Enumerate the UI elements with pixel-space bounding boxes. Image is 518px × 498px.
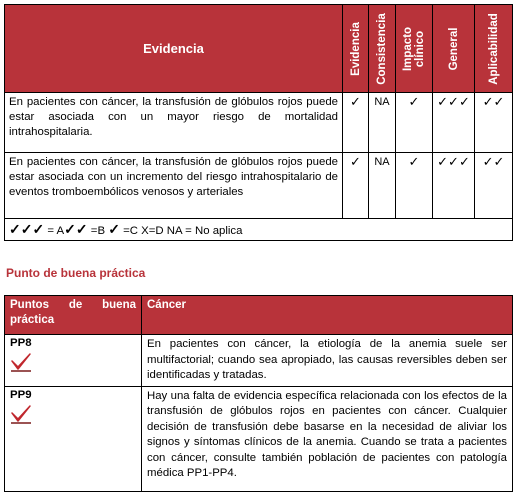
evidence-row-text: En pacientes con cáncer, la transfusión de glóbulos rojos puede estar asociada con un incremento del riesgo intrahospitalario de eventos tromboembólicos venosos y arteriales [5, 153, 343, 219]
evidencia-value: ✓ [343, 93, 369, 153]
practice-col1-header [5, 296, 142, 335]
legend-a-text: = A [44, 225, 65, 237]
practice-header-row [5, 296, 513, 335]
col-evidencia-header [343, 5, 369, 93]
general-value: ✓✓✓ [433, 153, 475, 219]
practice-code: PP8 [10, 337, 32, 349]
practice-text: Hay una falta de evidencia específica relacionada con los efectos de la transfusión de glóbulos rojos en pacientes con cáncer. Cualquier decisión de transfusión debe basarse en la necesidad de aliviar los signos y síntomas clínicos de la anemia. Cuando se trata a pacientes con cáncer, consulte también población de pacientes con patología médica PP1-PP4. [142, 386, 513, 491]
impacto-value: ✓ [396, 153, 433, 219]
practice-col1-word2: de [68, 299, 83, 311]
legend-cell [5, 219, 513, 241]
legend-b-text: =B [87, 225, 109, 237]
evidence-row-1 [5, 93, 513, 153]
practice-row-pp9 [5, 386, 513, 491]
col-consistencia-header [369, 5, 396, 93]
aplicabilidad-value: ✓✓ [475, 153, 513, 219]
aplicabilidad-value: ✓✓ [475, 93, 513, 153]
legend-b-ticks: ✓✓ [64, 221, 88, 237]
evidence-header-row [5, 5, 513, 93]
col-general-header [433, 5, 475, 93]
good-practice-table [4, 295, 513, 492]
section-title: Punto de buena práctica [6, 266, 146, 280]
impacto-value: ✓ [396, 93, 433, 153]
legend-c-ticks: ✓ [108, 221, 120, 237]
checkmark-icon [10, 404, 32, 424]
evidence-row-2 [5, 153, 513, 219]
general-value: ✓✓✓ [433, 93, 475, 153]
consistencia-value: NA [369, 93, 396, 153]
evidence-header: Evidencia [5, 5, 343, 93]
consistencia-value: NA [369, 153, 396, 219]
legend-row [5, 219, 513, 241]
checkmark-icon [10, 352, 32, 372]
practice-row-pp8 [5, 335, 513, 387]
practice-col1-word3: buena [102, 299, 136, 311]
practice-code-cell [5, 335, 142, 387]
col-aplicabilidad-label: Aplicabilidad [487, 12, 500, 85]
col-aplicabilidad-header [475, 5, 513, 93]
col-general-label: General [447, 27, 460, 70]
practice-code-cell [5, 386, 142, 491]
practice-col1-word4: práctica [10, 314, 55, 326]
col-evidencia-label: Evidencia [349, 21, 362, 76]
legend-c-text: =C X=D NA = No aplica [119, 225, 243, 237]
evidence-row-text: En pacientes con cáncer, la transfusión de glóbulos rojos puede estar asociada con un mayor riesgo de mortalidad intrahospitalaria. [5, 93, 343, 153]
evidencia-value: ✓ [343, 153, 369, 219]
col-impacto-header [396, 5, 433, 93]
col-impacto-label: Impacto clínico [402, 26, 426, 71]
col-consistencia-label: Consistencia [376, 12, 388, 85]
practice-col1-word1: Puntos [10, 299, 49, 311]
legend-a-ticks: ✓✓✓ [9, 221, 45, 237]
practice-code: PP9 [10, 388, 32, 401]
evidence-table [4, 4, 513, 241]
practice-col2-header: Cáncer [142, 296, 513, 335]
practice-text: En pacientes con cáncer, la etiología de la anemia suele ser multifactorial; cuando sea apropiado, las causas reversibles deben ser identificadas y tratadas. [142, 335, 513, 387]
